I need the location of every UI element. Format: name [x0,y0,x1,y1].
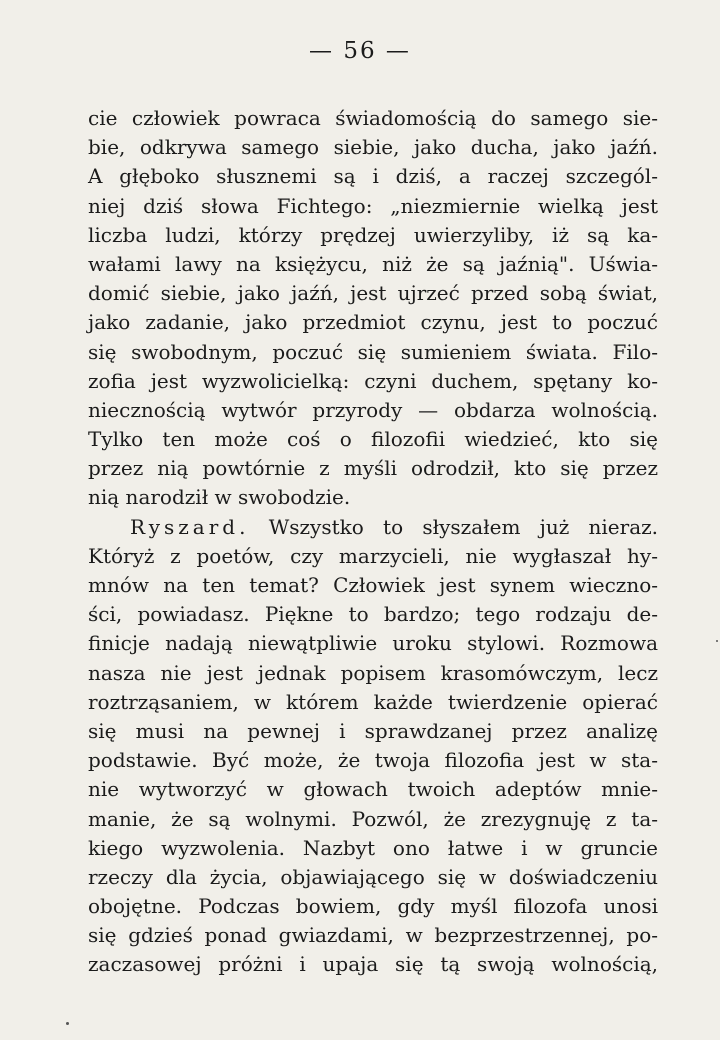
text-line: zofia jest wyzwolicielką: czyni duchem, spętany ko- [88,368,658,393]
text-line: jako zadanie, jako przedmiot czynu, jest to poczuć [88,310,658,335]
text-line: ści, powiadasz. Piękne to bardzo; tego rodzaju de- [88,602,658,627]
speaker-name: Ryszard. [130,514,250,539]
text-line: przez nią powtórnie z myśli odrodził, kto się przez [88,456,658,481]
text-line: się musi na pewnej i sprawdzanej przez analizę [88,718,658,743]
speaker-line [88,513,658,542]
text-line: kiego wyzwolenia. Nazbyt ono łatwe i w gruncie [88,835,658,860]
text-line: się gdzieś ponad gwiazdami, w bezprzestrzennej, po- [88,923,658,948]
paper-speck [66,1022,69,1025]
text-line: się swobodnym, poczuć się sumieniem świata. Filo- [88,339,658,364]
text-line: A głęboko słusznemi są i dziś, a raczej szczegól- [88,164,658,189]
text-line: niej dziś słowa Fichtego: „niezmiernie wielką jest [88,193,658,218]
text-line: obojętne. Podczas bowiem, gdy myśl filozofa unosi [88,894,658,919]
text-line: rzeczy dla życia, objawiającego się w doświadczeniu [88,864,658,889]
text-line: roztrząsaniem, w którem każde twierdzenie opierać [88,689,658,714]
text-line: wałami lawy na księżycu, niż że są jaźnią". Uświa- [88,251,658,276]
text-line: domić siebie, jako jaźń, jest ujrzeć przed sobą świat, [88,281,658,306]
paper-speck [716,640,718,642]
page-number: — 56 — [309,38,411,64]
speaker-text: Wszystko to słyszałem już nieraz. [268,514,659,539]
text-line: zaczasowej próżni i upaja się tą swoją wolnością, [88,952,658,977]
text-line: Tylko ten może coś o filozofii wiedzieć, kto się [88,427,658,452]
text-line: finicje nadają niewątpliwie uroku stylowi. Rozmowa [88,631,658,656]
text-line: mnów na ten temat? Człowiek jest synem wieczno- [88,573,658,597]
text-line: cie człowiek powraca świadomością do samego sie- [88,106,658,130]
text-line: manie, że są wolnymi. Pozwól, że zrezygnuję z ta- [88,806,658,831]
text-line: nasza nie jest jednak popisem krasomówczym, lecz [88,660,658,685]
text-line: liczba ludzi, którzy prędzej uwierzyliby, iż są ka- [88,222,658,247]
text-line: nie wytworzyć w głowach twoich adeptów mnie- [88,777,658,802]
text-line: niecznością wytwór przyrody — obdarza wolnością. [88,397,658,422]
text-line: podstawie. Być może, że twoja filozofia jest w sta- [88,748,658,773]
text-line: bie, odkrywa samego siebie, jako ducha, jako jaźń. [88,135,658,160]
text-line: nią narodził w swobodzie. [88,485,351,510]
page-text [88,104,658,980]
text-line: Któryż z poetów, czy marzycieli, nie wygłaszał hy- [88,543,658,568]
